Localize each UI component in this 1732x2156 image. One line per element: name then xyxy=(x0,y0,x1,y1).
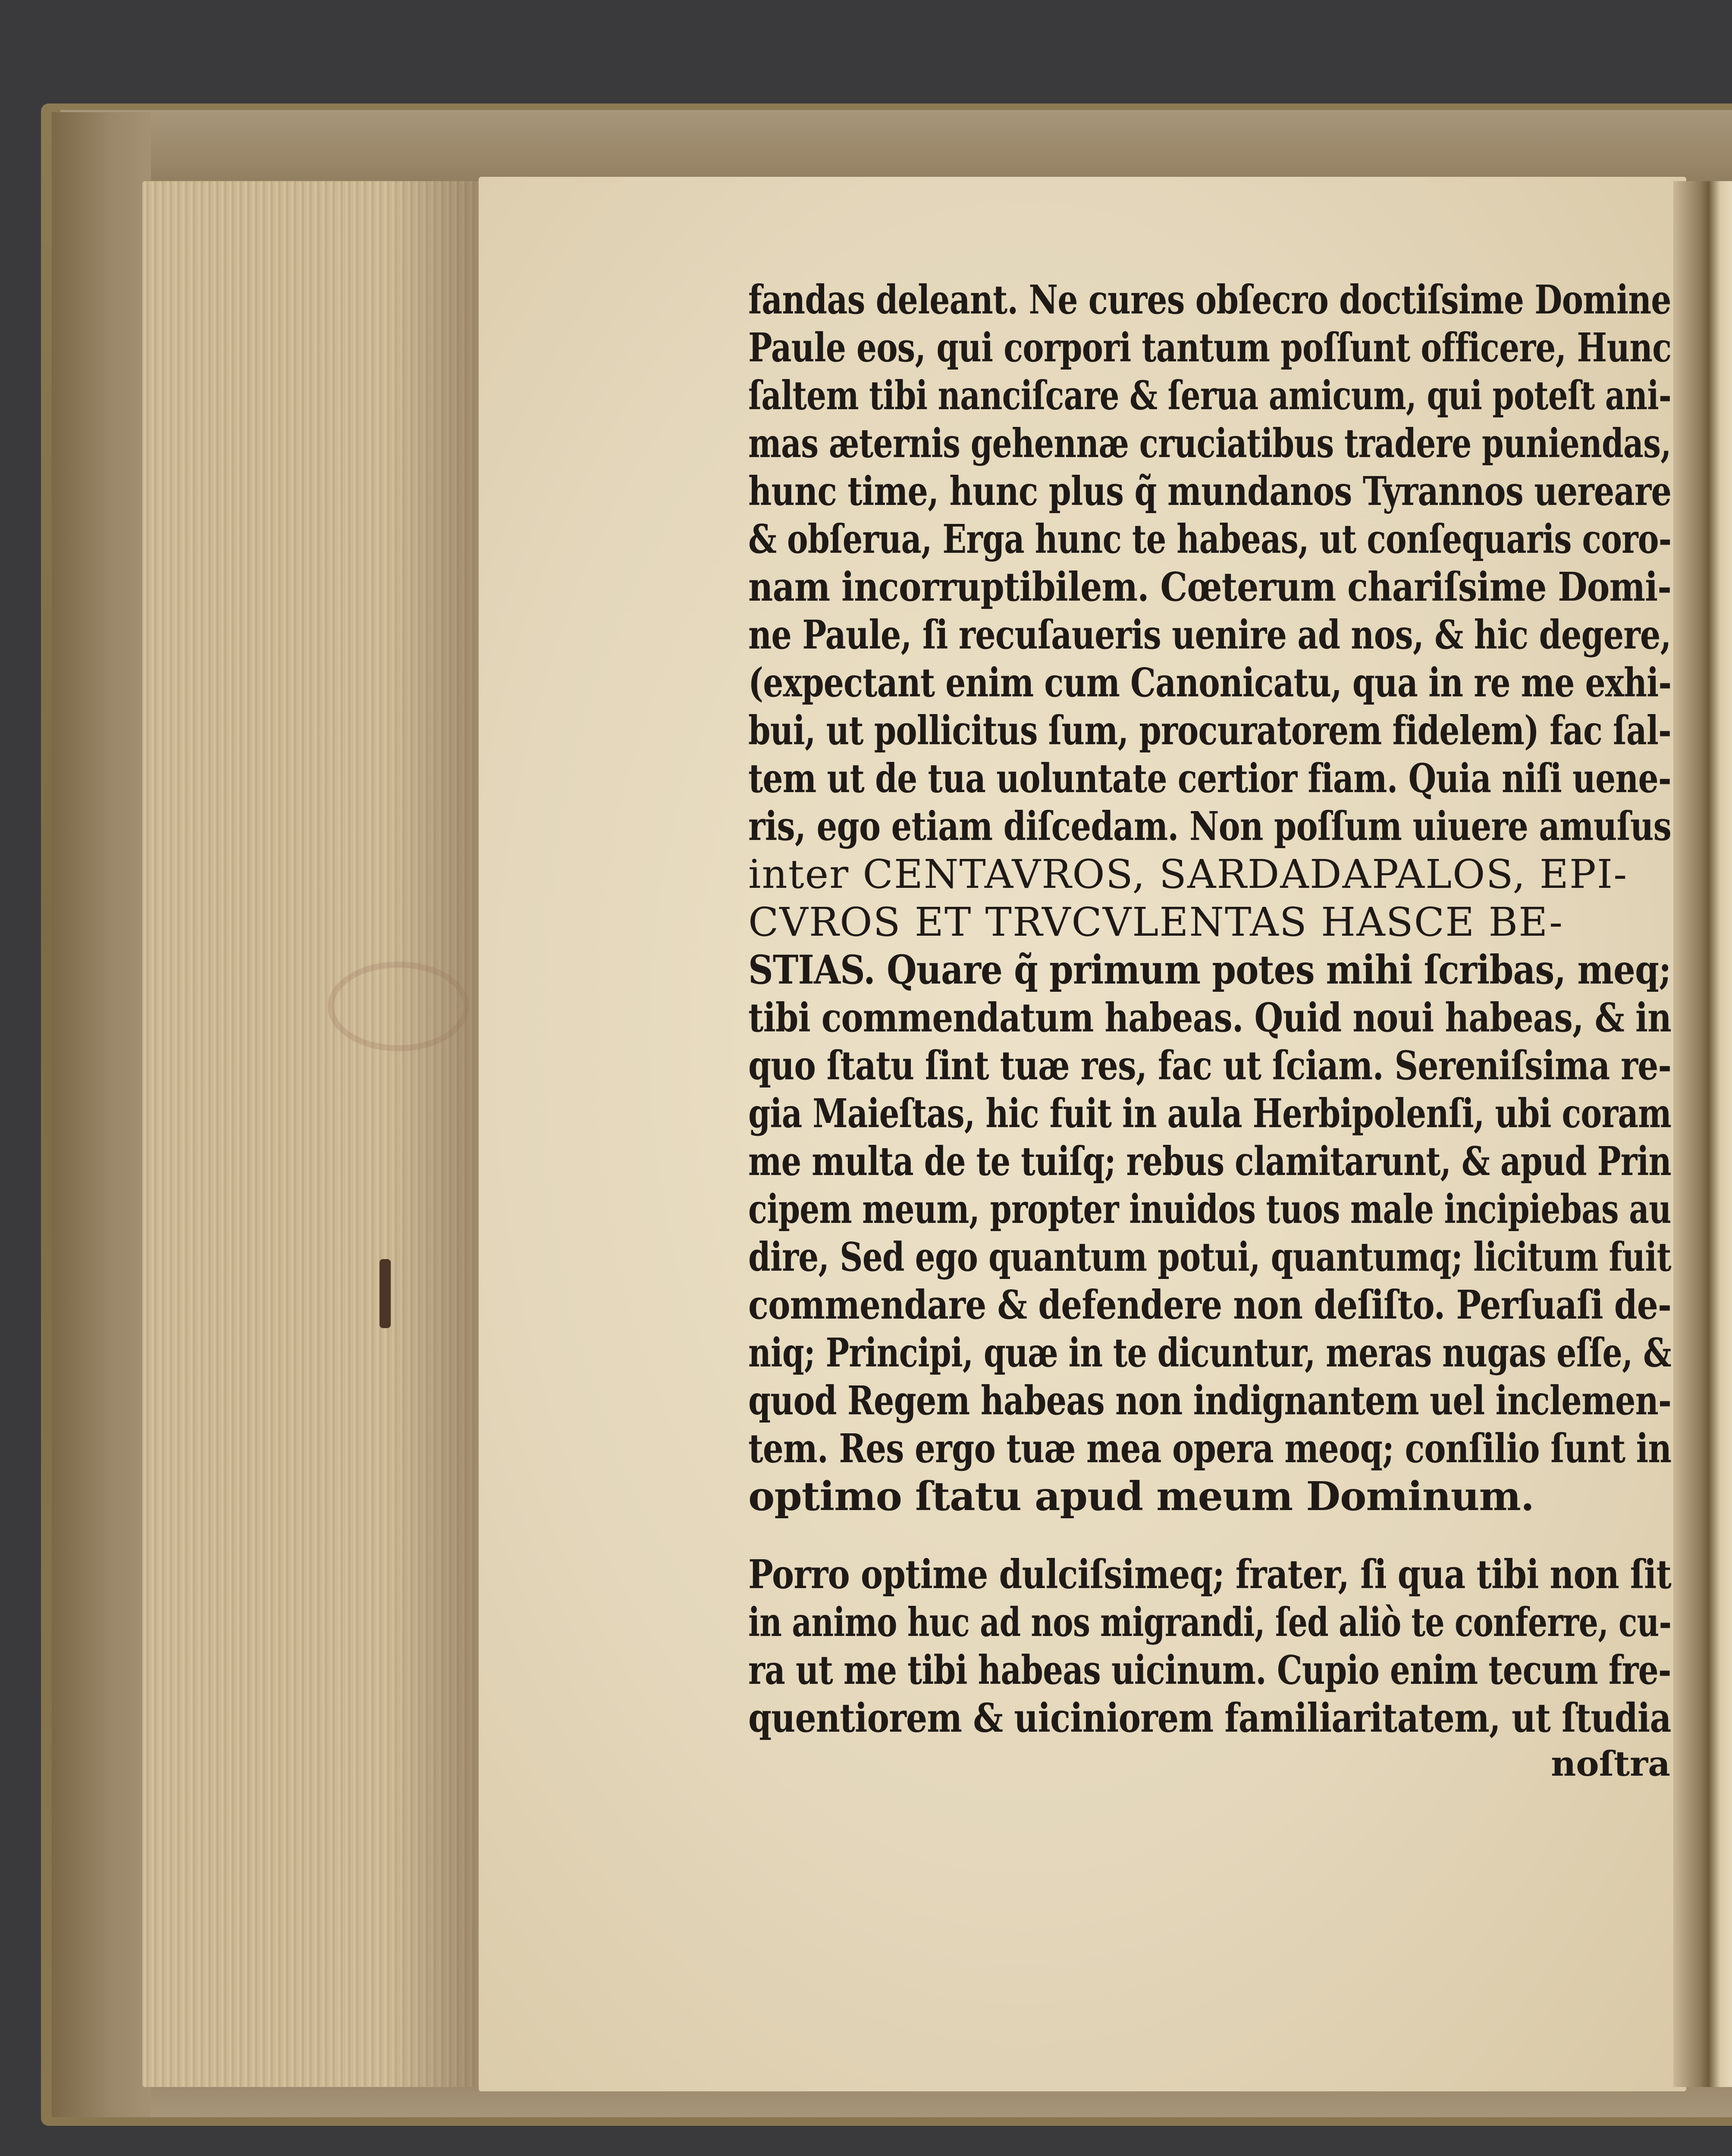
text-line: tibi commendatum habeas. Quid noui habeas, & in xyxy=(748,994,1671,1041)
text-line: dire, Sed ego quantum potui, quantumq; licitum fuit xyxy=(748,1234,1671,1280)
text-line: ne Paule, ſi recuſaueris uenire ad nos, & hic degere, xyxy=(748,611,1671,658)
text-line: & obſerua, Erga hunc te habeas, ut conſequaris coro- xyxy=(748,516,1672,562)
text-line: commendare & defendere non deſiſto. Perſuaſi de- xyxy=(748,1282,1672,1328)
second-paragraph xyxy=(748,1551,1671,1742)
text-line: optimo ſtatu apud meum Dominum. xyxy=(748,1473,1534,1520)
text-line: nam incorruptibilem. Cœterum chariſsime Domi- xyxy=(748,564,1672,610)
text-line: fandas deleant. Ne cures obſecro doctiſsime Domine xyxy=(748,276,1671,323)
paragraph-gap xyxy=(748,1520,1671,1551)
text-line: inter CENTAVROS, SARDADAPALOS, EPI- xyxy=(748,851,1628,897)
text-line: niq; Principi, quæ in te dicuntur, meras nugas eſſe, & xyxy=(748,1329,1671,1376)
page-block-shadow xyxy=(388,181,487,2087)
ink-spot xyxy=(380,1259,391,1328)
text-line: quo ſtatu ſint tuæ res, fac ut ſciam. Sereniſsima re- xyxy=(748,1042,1672,1089)
text-line: CVROS ET TRVCVLENTAS HASCE BE- xyxy=(748,899,1564,945)
text-line: STIAS. Quare q̃ primum potes mihi ſcribas, meq; xyxy=(748,946,1671,993)
text-line: gia Maieſtas, hic fuit in aula Herbipolenſi, ubi coram xyxy=(748,1090,1672,1137)
catchword-row xyxy=(748,1742,1671,1785)
text-line: bui, ut pollicitus ſum, procuratorem fidelem) fac ſal- xyxy=(748,707,1671,754)
text-line: hunc time, hunc plus q̃ mundanos Tyrannos uereare xyxy=(748,468,1672,514)
gutter-shadow xyxy=(1673,181,1732,2087)
text-line: (expectant enim cum Canonicatu, qua in re me exhi- xyxy=(748,659,1672,706)
text-line: mas æternis gehennæ cruciatibus tradere puniendas, xyxy=(748,420,1671,467)
text-line: ra ut me tibi habeas uicinum. Cupio enim tecum fre- xyxy=(748,1647,1671,1693)
text-line: quod Regem habeas non indignantem uel inclemen- xyxy=(748,1377,1672,1424)
catchword: noſtra xyxy=(1551,1743,1670,1784)
text-line: Paule eos, qui corpori tantum poſſunt officere, Hunc xyxy=(748,324,1672,371)
text-line: tem ut de tua uoluntate certior fiam. Quia niſi uene- xyxy=(748,755,1671,802)
text-line: ſaltem tibi nanciſcare & ſerua amicum, qui poteſt ani- xyxy=(748,372,1671,419)
text-line: Porro optime dulciſsimeq; frater, ſi qua tibi non ſit xyxy=(748,1551,1671,1598)
text-line: ris, ego etiam diſcedam. Non poſſum uiuere amuſus xyxy=(748,803,1672,849)
cover-board-left xyxy=(52,112,151,2117)
text-line: me multa de te tuiſq; rebus clamitarunt, & apud Prin xyxy=(748,1138,1671,1185)
text-line: cipem meum, propter inuidos tuos male incipiebas au xyxy=(748,1186,1671,1232)
main-paragraph xyxy=(748,276,1671,1520)
text-line: quentiorem & uiciniorem familiaritatem, ut ſtudia xyxy=(748,1695,1671,1741)
text-line: in animo huc ad nos migrandi, ſed aliò te conferre, cu- xyxy=(748,1599,1672,1645)
page-text xyxy=(748,276,1671,1785)
text-line: tem. Res ergo tuæ mea opera meoq; conſilio ſunt in xyxy=(748,1425,1672,1472)
stamp-stain xyxy=(328,962,469,1051)
